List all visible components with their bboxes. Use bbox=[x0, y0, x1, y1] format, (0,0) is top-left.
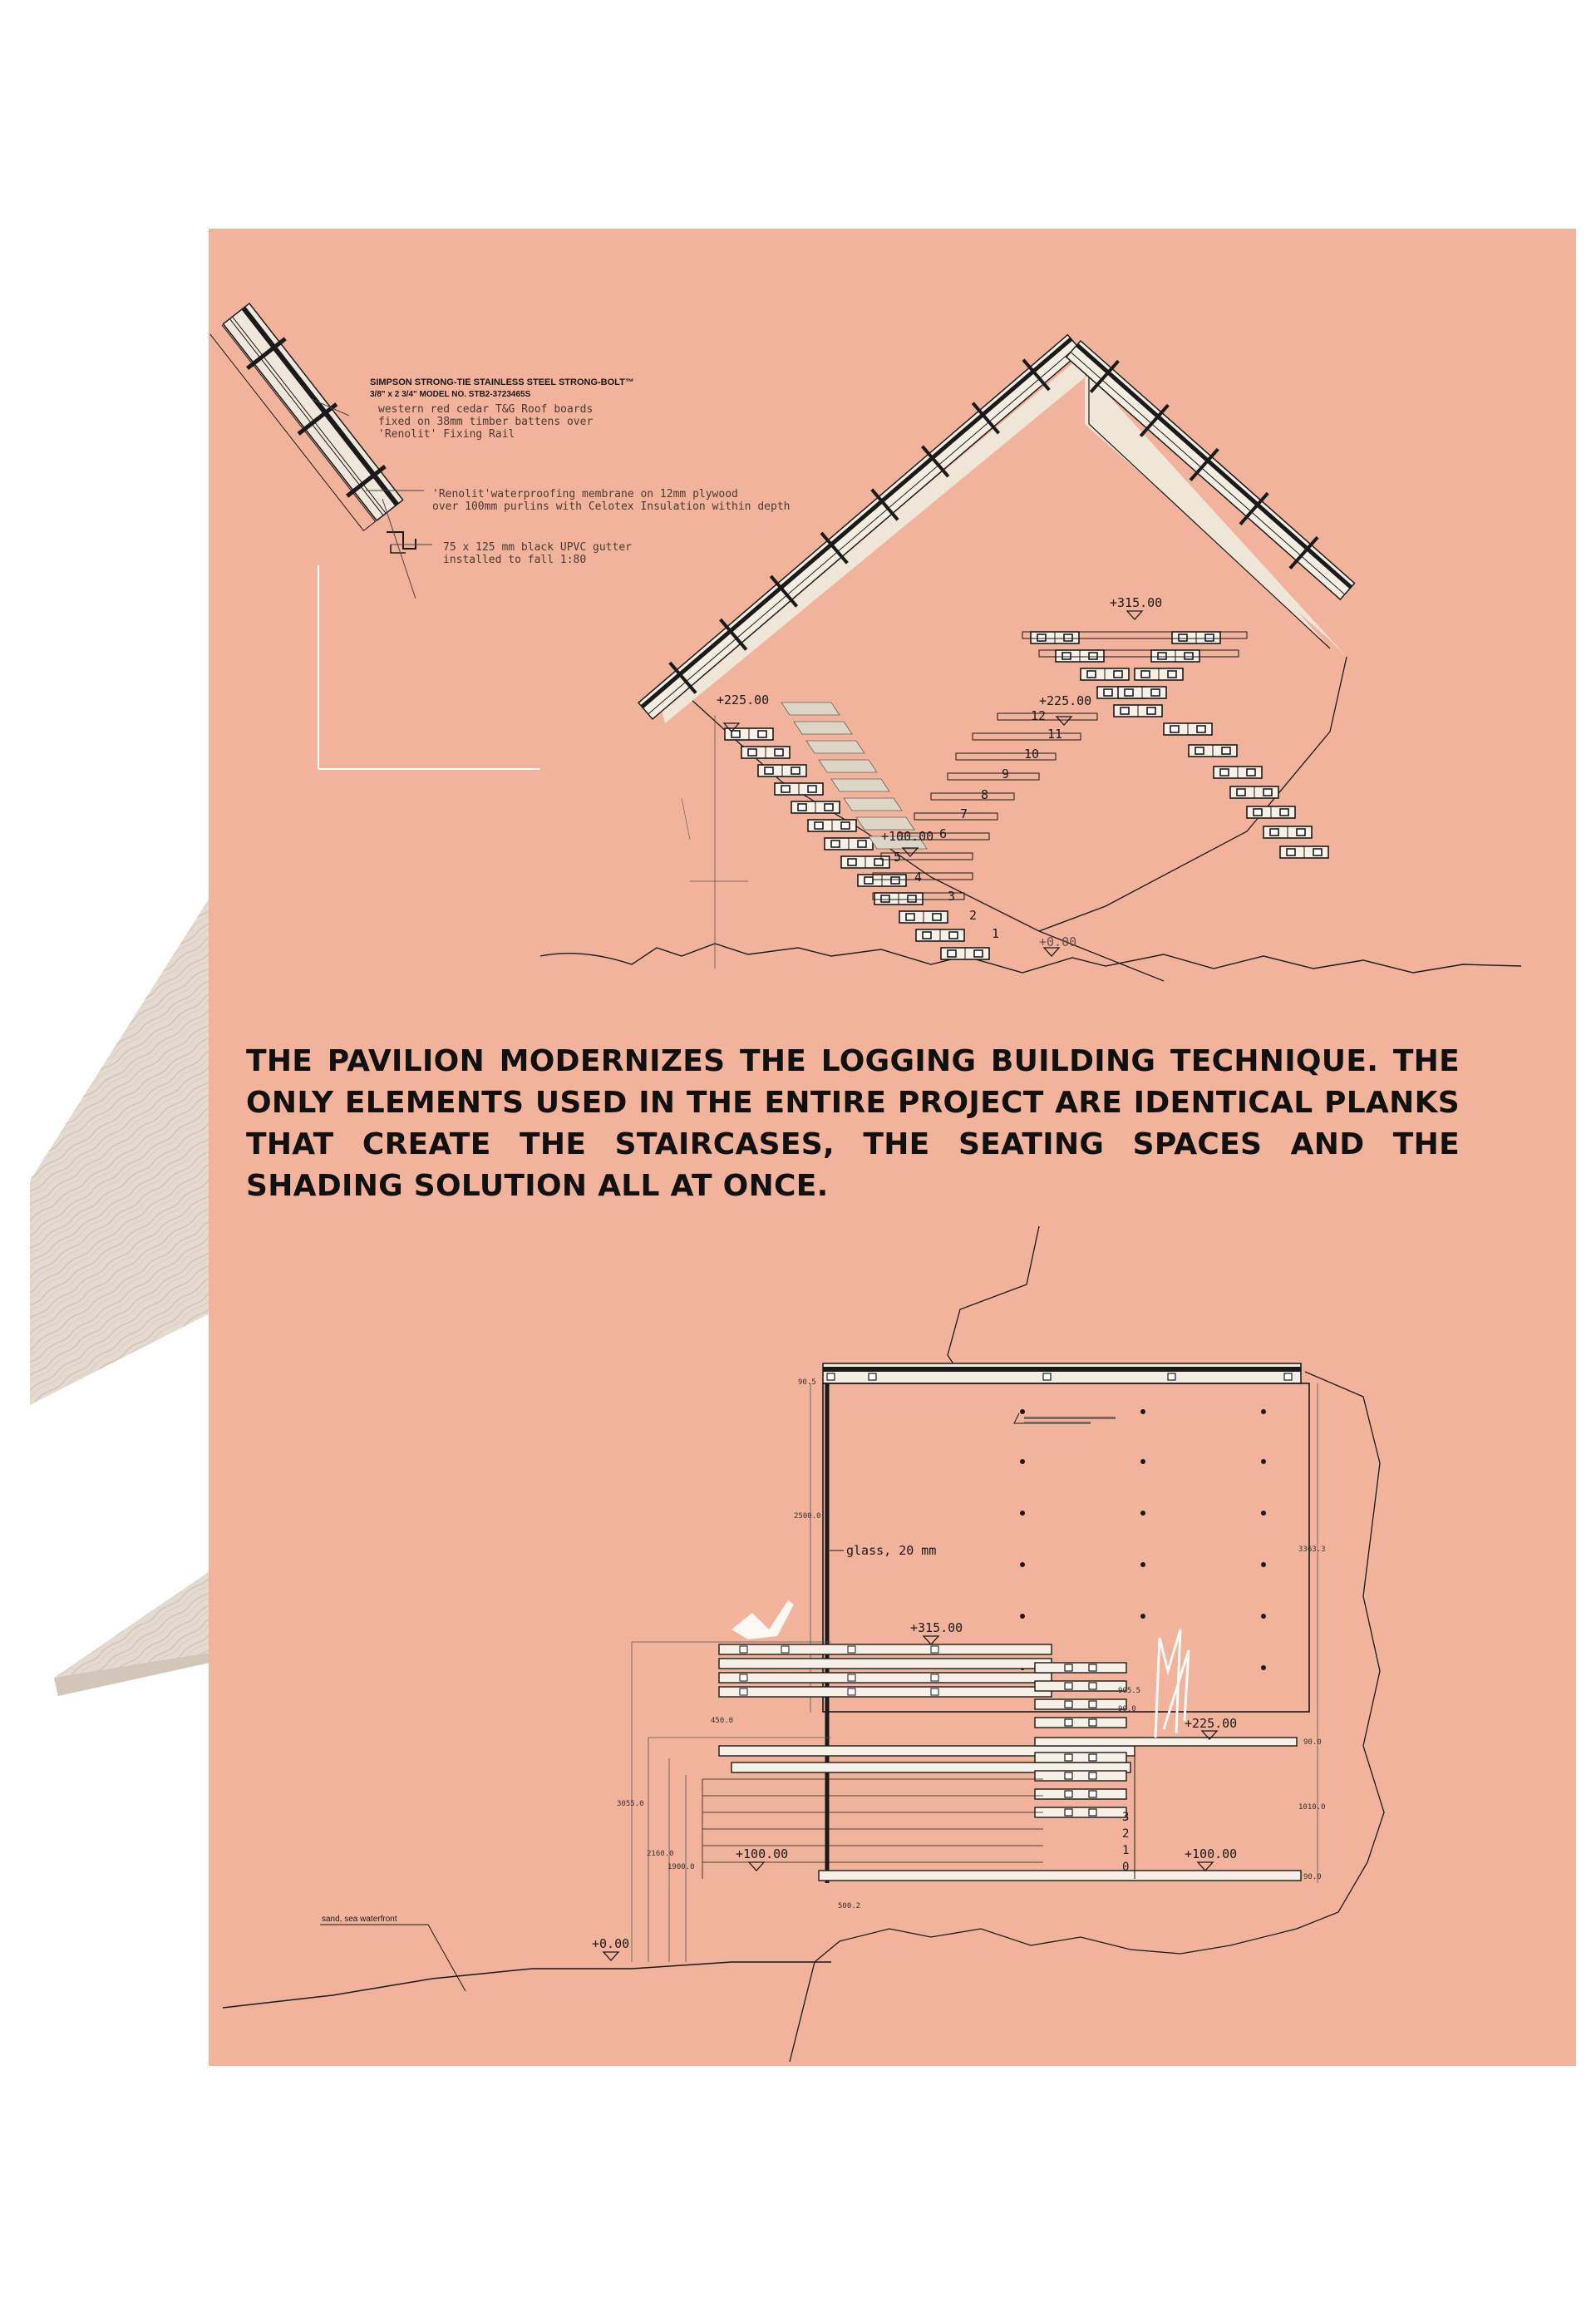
step-number: 1 bbox=[1122, 1844, 1130, 1857]
dim-label: 2160.0 bbox=[647, 1850, 674, 1858]
level-b-0: +0.00 bbox=[592, 1936, 630, 1951]
roof-detail-drawing bbox=[210, 299, 791, 769]
level-b-315: +315.00 bbox=[910, 1620, 963, 1635]
dim-label: 3363.3 bbox=[1298, 1546, 1326, 1554]
section-b-drawing bbox=[223, 1226, 1384, 2062]
step-number: 1 bbox=[992, 926, 1000, 941]
level-a-225-right: +225.00 bbox=[1039, 693, 1092, 708]
dim-label: 2500.0 bbox=[794, 1512, 821, 1521]
bolt-title: SIMPSON STRONG-TIE STAINLESS STEEL STRONG-BOLT™ bbox=[370, 377, 634, 387]
dim-label: 3055.0 bbox=[617, 1800, 644, 1808]
step-number: 2 bbox=[969, 908, 978, 923]
step-number: 11 bbox=[1047, 727, 1063, 742]
dim-label: 90.5 bbox=[798, 1378, 816, 1387]
step-number: 8 bbox=[981, 787, 989, 802]
level-a-225-left: +225.00 bbox=[717, 693, 770, 707]
dim-label: 1010.0 bbox=[1298, 1803, 1326, 1812]
step-number: 3 bbox=[1122, 1811, 1130, 1824]
note-membrane-line-2: over 100mm purlins with Celotex Insulation within depth bbox=[432, 500, 791, 513]
step-number: 9 bbox=[1002, 767, 1010, 781]
step-number: 12 bbox=[1031, 708, 1047, 723]
note-gutter-line-1: 75 x 125 mm black UPVC gutter bbox=[443, 541, 632, 554]
step-number: 0 bbox=[1122, 1861, 1130, 1874]
level-a-100: +100.00 bbox=[881, 829, 934, 844]
step-number: 5 bbox=[894, 850, 902, 865]
project-statement: THE PAVILION MODERNIZES THE LOGGING BUILDING TECHNIQUE. THE ONLY ELEMENTS USED IN THE ENTIRE PROJECT ARE IDENTICAL PLANKS THAT CREATE THE STAIRCASES, THE SEATING SPACES AND THE SHADING SOLUTION ALL AT ONCE. bbox=[246, 1044, 1460, 1203]
bolt-model: 3/8" x 2 3/4" MODEL NO. STB2-3723465S bbox=[370, 390, 531, 399]
step-number: 6 bbox=[939, 826, 948, 841]
dim-label: 90.0 bbox=[1118, 1705, 1136, 1713]
dim-label: 905.5 bbox=[1118, 1687, 1141, 1695]
ground-note: sand, sea waterfront bbox=[322, 1915, 397, 1924]
dim-label: 90.0 bbox=[1303, 1873, 1322, 1881]
note-membrane-line-1: 'Renolit'waterproofing membrane on 12mm plywood bbox=[432, 488, 738, 500]
step-number: 7 bbox=[960, 806, 968, 821]
step-number: 4 bbox=[914, 870, 923, 885]
level-b-100-right: +100.00 bbox=[1185, 1846, 1238, 1861]
section-a-drawing bbox=[540, 328, 1521, 981]
dim-label: 500.2 bbox=[838, 1902, 861, 1910]
level-b-225: +225.00 bbox=[1185, 1716, 1238, 1731]
note-roof-line-1: western red cedar T&G Roof boards bbox=[378, 403, 594, 416]
dim-label: 1900.0 bbox=[667, 1863, 695, 1871]
step-number: 2 bbox=[1122, 1827, 1130, 1841]
dim-label: 90.0 bbox=[1303, 1738, 1322, 1747]
note-roof-line-2: fixed on 38mm timber battens over bbox=[378, 416, 594, 428]
note-roof-line-3: 'Renolit' Fixing Rail bbox=[378, 428, 515, 441]
level-b-100-left: +100.00 bbox=[736, 1846, 789, 1861]
step-number: 10 bbox=[1024, 747, 1040, 762]
step-number: 3 bbox=[948, 889, 956, 904]
level-a-315: +315.00 bbox=[1110, 595, 1163, 610]
level-a-0: +0.00 bbox=[1039, 934, 1077, 949]
note-gutter-line-2: installed to fall 1:80 bbox=[443, 554, 587, 566]
glass-note: glass, 20 mm bbox=[846, 1543, 937, 1558]
dim-label: 450.0 bbox=[711, 1717, 734, 1725]
